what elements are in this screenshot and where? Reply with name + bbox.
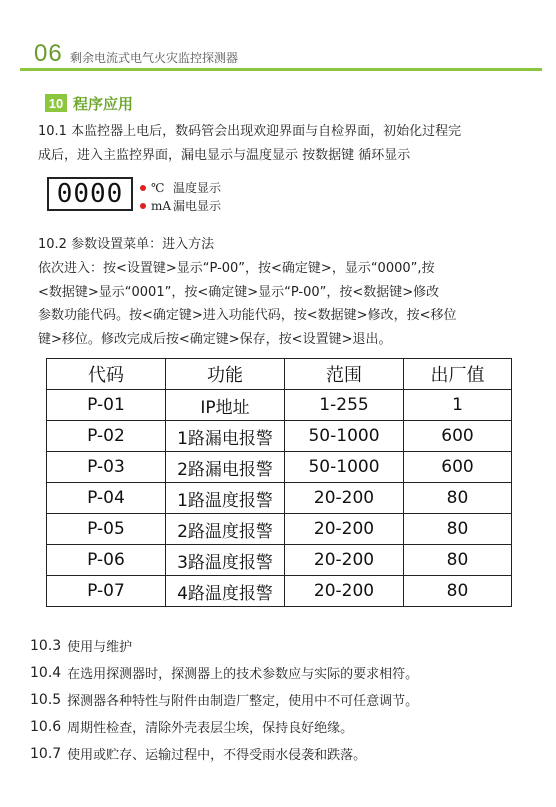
table-cell: IP地址 <box>166 390 285 421</box>
table-cell: 2路漏电报警 <box>166 452 285 483</box>
paragraph-10-2 <box>38 257 528 351</box>
item-text: 使用或贮存、运输过程中，不得受雨水侵袭和跌落。 <box>67 748 367 763</box>
table-cell: 600 <box>404 421 512 452</box>
table-cell: 600 <box>404 452 512 483</box>
indicator-unit: ℃ <box>151 180 165 195</box>
indicator-label: 温度显示 <box>173 181 222 195</box>
item-number: 10.4 <box>30 664 62 681</box>
column-header: 代码 <box>47 359 166 390</box>
parameter-table <box>46 358 512 607</box>
item-text: 探测器各种特性与附件由制造厂整定，使用中不可任意调节。 <box>67 694 419 709</box>
indicator-led-icon <box>140 203 146 209</box>
page-number: 06 <box>34 40 63 67</box>
item-text: 周期性检查，清除外壳表层尘埃，保持良好绝缘。 <box>67 721 354 736</box>
table-cell: 80 <box>404 576 512 607</box>
item-number: 10.7 <box>30 745 62 762</box>
table-cell: P-07 <box>47 576 166 607</box>
table-cell: 20-200 <box>285 514 404 545</box>
paragraph-line: 成后，进入主监控界面，漏电显示与温度显示 按数据键 循环显示 <box>38 148 411 163</box>
table-cell: 1路漏电报警 <box>166 421 285 452</box>
table-cell: P-02 <box>47 421 166 452</box>
indicator-label: 漏电显示 <box>173 199 222 213</box>
item-text: 在选用探测器时，探测器上的技术参数应与实际的要求相符。 <box>67 667 419 682</box>
table-header-row <box>47 359 512 390</box>
table-cell: 4路温度报警 <box>166 576 285 607</box>
header-divider <box>20 68 542 71</box>
item-number: 10.5 <box>30 691 62 708</box>
table-cell: P-06 <box>47 545 166 576</box>
column-header: 功能 <box>166 359 285 390</box>
paragraph-line: <数据键>显示“0001”，按<确定键>显示“P-00”，按<数据键>修改 <box>38 284 440 300</box>
table-cell: P-04 <box>47 483 166 514</box>
list-item <box>30 632 530 659</box>
table-cell: 80 <box>404 514 512 545</box>
table-row <box>47 514 512 545</box>
paragraph-line: 依次进入：按<设置键>显示“P-00”，按<确定键>，显示“0000”,按 <box>38 261 435 276</box>
table-cell: 80 <box>404 545 512 576</box>
indicator-led-icon <box>140 185 146 191</box>
table-cell: 80 <box>404 483 512 514</box>
table-cell: 1-255 <box>285 390 404 421</box>
table-row <box>47 390 512 421</box>
table-row <box>47 421 512 452</box>
section-number-badge: 10 <box>45 94 67 112</box>
page-header <box>20 40 540 68</box>
list-item <box>30 713 530 740</box>
item-text: 使用与维护 <box>67 640 133 655</box>
section-heading <box>45 93 133 113</box>
table-cell: P-03 <box>47 452 166 483</box>
table-cell: 3路温度报警 <box>166 545 285 576</box>
list-item <box>30 659 530 686</box>
indicator-unit: mA <box>151 198 172 213</box>
column-header: 出厂值 <box>404 359 512 390</box>
table-cell: P-01 <box>47 390 166 421</box>
table-row <box>47 483 512 514</box>
table-cell: 2路温度报警 <box>166 514 285 545</box>
item-number: 10.3 <box>30 637 62 654</box>
table-row <box>47 452 512 483</box>
list-item <box>30 686 530 713</box>
paragraph-line: 键>移位。修改完成后按<确定键>保存，按<设置键>退出。 <box>38 331 392 347</box>
table-cell: 20-200 <box>285 545 404 576</box>
digital-display <box>47 177 133 211</box>
header-title: 剩余电流式电气火灾监控探测器 <box>70 51 239 65</box>
maintenance-list <box>30 632 530 767</box>
table-cell: 1路温度报警 <box>166 483 285 514</box>
column-header: 范围 <box>285 359 404 390</box>
table-cell: 50-1000 <box>285 421 404 452</box>
paragraph-line: 参数功能代码。按<确定键>进入功能代码，按<数据键>修改，按<移位 <box>38 308 457 323</box>
item-number: 10.6 <box>30 718 62 735</box>
indicator-leakage <box>140 197 221 214</box>
paragraph-line: 10.1 本监控器上电后，数码管会出现欢迎界面与自检界面，初始化过程完 <box>38 124 462 139</box>
paragraph-10-2-title: 10.2 参数设置菜单：进入方法 <box>38 237 215 252</box>
table-row <box>47 576 512 607</box>
table-row <box>47 545 512 576</box>
table-cell: P-05 <box>47 514 166 545</box>
list-item <box>30 740 530 767</box>
display-digits: 0000 <box>56 179 124 209</box>
table-cell: 20-200 <box>285 576 404 607</box>
table-cell: 1 <box>404 390 512 421</box>
table-cell: 50-1000 <box>285 452 404 483</box>
paragraph-10-1 <box>38 120 528 168</box>
indicator-temperature <box>140 179 221 196</box>
table-cell: 20-200 <box>285 483 404 514</box>
section-title: 程序应用 <box>73 94 134 113</box>
